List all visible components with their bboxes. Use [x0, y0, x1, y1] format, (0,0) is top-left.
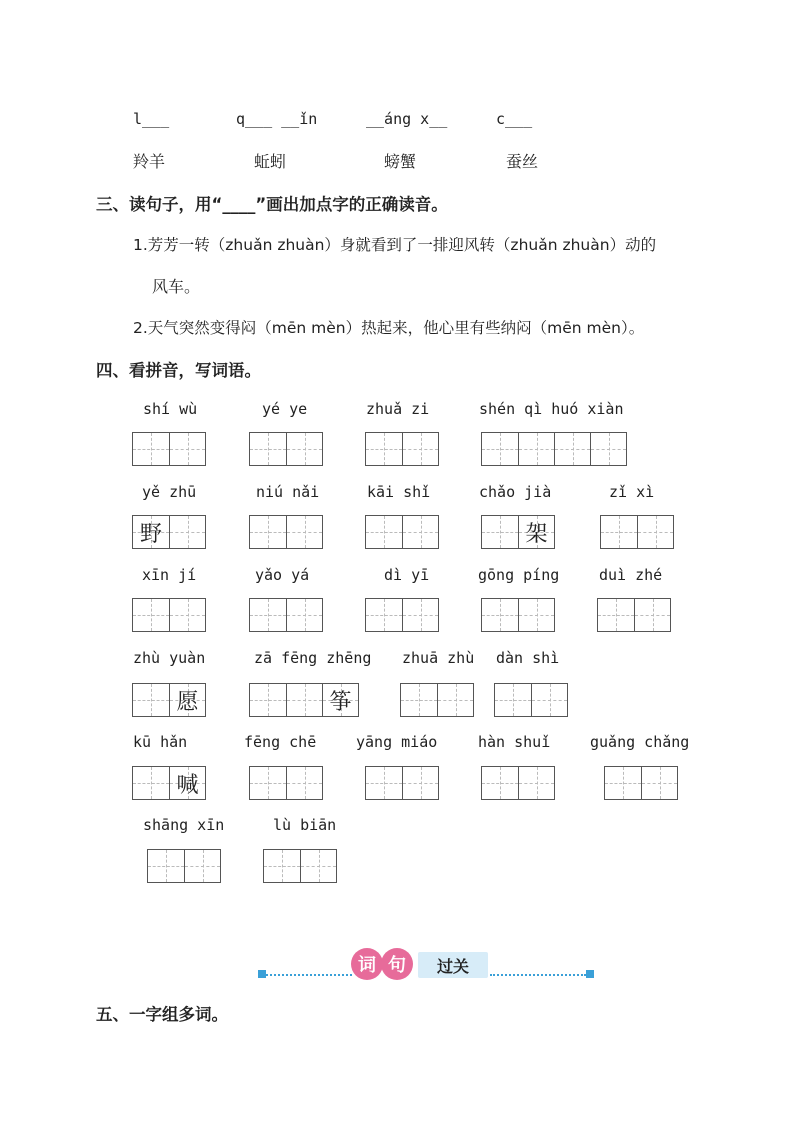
banner-badge: 词: [351, 948, 383, 980]
char: [250, 516, 286, 548]
pinyin: yé ye: [262, 400, 308, 418]
char: [519, 767, 554, 799]
writing-box[interactable]: [132, 683, 206, 717]
writing-box[interactable]: [481, 432, 627, 466]
sentence-1: 1.芳芳一转（zhuǎn zhuàn）身就看到了一排迎风转（zhuǎn zhuàn）动的: [133, 236, 657, 254]
pinyin: duì zhé: [599, 566, 663, 584]
writing-box[interactable]: [132, 598, 206, 632]
writing-box[interactable]: [249, 432, 323, 466]
char: [482, 767, 518, 799]
fill-item: __áng x__: [366, 110, 448, 128]
char: [403, 599, 438, 631]
char: [170, 433, 205, 465]
section-5-heading: 五、一字组多词。: [96, 1005, 228, 1024]
pinyin: zhuǎ zi: [366, 400, 430, 418]
pinyin: dàn shì: [496, 649, 560, 667]
char: [519, 433, 554, 465]
char: [133, 684, 169, 716]
char: [403, 433, 438, 465]
char: [591, 433, 626, 465]
char: [642, 767, 677, 799]
char: [403, 767, 438, 799]
writing-box[interactable]: [597, 598, 671, 632]
banner-line-left: [266, 974, 352, 976]
char: [301, 850, 336, 882]
writing-box[interactable]: [249, 515, 323, 549]
fill-item: q___ __ǐn: [236, 110, 318, 128]
char: [250, 599, 286, 631]
char: [170, 516, 205, 548]
char: [250, 433, 286, 465]
char: [366, 433, 402, 465]
char: [148, 850, 184, 882]
char: [287, 599, 322, 631]
char: [482, 516, 518, 548]
writing-box[interactable]: [263, 849, 337, 883]
writing-box[interactable]: [400, 683, 474, 717]
char: [601, 516, 637, 548]
writing-box[interactable]: [249, 766, 323, 800]
pinyin: kū hǎn: [133, 733, 188, 751]
char: [287, 433, 322, 465]
char: 愿: [176, 689, 199, 715]
pinyin: niú nǎi: [256, 483, 320, 501]
writing-box[interactable]: [132, 432, 206, 466]
banner-dot: [586, 970, 594, 978]
char: [519, 599, 554, 631]
pinyin: zā fēng zhēng: [254, 649, 372, 667]
pinyin: zhuā zhù: [402, 649, 475, 667]
char: [366, 599, 402, 631]
pinyin: fēng chē: [244, 733, 317, 751]
writing-box[interactable]: [600, 515, 674, 549]
fill-item: c___: [496, 110, 533, 128]
pinyin: guǎng chǎng: [590, 733, 690, 751]
pinyin: yě zhū: [142, 483, 197, 501]
banner-badge: 句: [381, 948, 413, 980]
word: 螃蟹: [384, 152, 417, 171]
writing-box[interactable]: [365, 766, 439, 800]
pinyin: chǎo jià: [479, 483, 552, 501]
writing-box[interactable]: [494, 683, 568, 717]
pinyin: zǐ xì: [609, 483, 655, 501]
word: 蚕丝: [506, 152, 539, 171]
char: [287, 767, 322, 799]
writing-box[interactable]: [249, 683, 359, 717]
sentence-1-cont: 风车。: [152, 277, 201, 296]
sentence-2: 2.天气突然变得闷（mēn mèn）热起来，他心里有些纳闷（mēn mèn）。: [133, 319, 645, 337]
pinyin: gōng píng: [478, 566, 560, 584]
char: 筝: [329, 689, 352, 715]
writing-box[interactable]: [249, 598, 323, 632]
word: 蚯蚓: [254, 152, 287, 171]
pinyin: shí wù: [143, 400, 198, 418]
char: [287, 684, 322, 716]
pinyin: hàn shuǐ: [478, 733, 551, 751]
char: [635, 599, 670, 631]
writing-box[interactable]: [132, 766, 206, 800]
char: [532, 684, 567, 716]
banner-line-right: [490, 974, 586, 976]
writing-box[interactable]: [365, 432, 439, 466]
pinyin: kāi shǐ: [367, 483, 431, 501]
word: 羚羊: [133, 152, 166, 171]
writing-box[interactable]: [604, 766, 678, 800]
writing-box[interactable]: [481, 766, 555, 800]
char: [133, 433, 169, 465]
section-4-heading: 四、看拼音，写词语。: [96, 361, 261, 380]
pinyin: zhù yuàn: [133, 649, 206, 667]
pinyin: yāng miáo: [356, 733, 438, 751]
char: [264, 850, 300, 882]
char: [555, 433, 590, 465]
writing-box[interactable]: [147, 849, 221, 883]
pinyin: xīn jí: [142, 566, 197, 584]
writing-box[interactable]: [132, 515, 206, 549]
char: [482, 433, 518, 465]
pinyin: dì yī: [384, 566, 430, 584]
pinyin: yǎo yá: [255, 566, 310, 584]
writing-box[interactable]: [481, 515, 555, 549]
banner-tag: 过关: [418, 952, 488, 978]
char: 架: [525, 521, 548, 547]
char: [170, 599, 205, 631]
char: [495, 684, 531, 716]
char: [250, 767, 286, 799]
section-3-heading: 三、读句子，用“____”画出加点字的正确读音。: [96, 195, 448, 214]
char: [133, 767, 169, 799]
char: [185, 850, 220, 882]
char: [366, 767, 402, 799]
writing-box[interactable]: [365, 515, 439, 549]
char: 野: [139, 521, 162, 547]
char: [133, 599, 169, 631]
char: 喊: [176, 772, 199, 798]
writing-box[interactable]: [365, 598, 439, 632]
pinyin: shén qì huó xiàn: [479, 400, 624, 418]
writing-box[interactable]: [481, 598, 555, 632]
char: [366, 516, 402, 548]
char: [401, 684, 437, 716]
char: [403, 516, 438, 548]
char: [598, 599, 634, 631]
char: [638, 516, 673, 548]
char: [482, 599, 518, 631]
char: [605, 767, 641, 799]
banner-dot: [258, 970, 266, 978]
char: [250, 684, 286, 716]
pinyin: shāng xīn: [143, 816, 225, 834]
char: [438, 684, 473, 716]
pinyin: lù biān: [273, 816, 337, 834]
fill-item: l___: [133, 110, 170, 128]
char: [287, 516, 322, 548]
